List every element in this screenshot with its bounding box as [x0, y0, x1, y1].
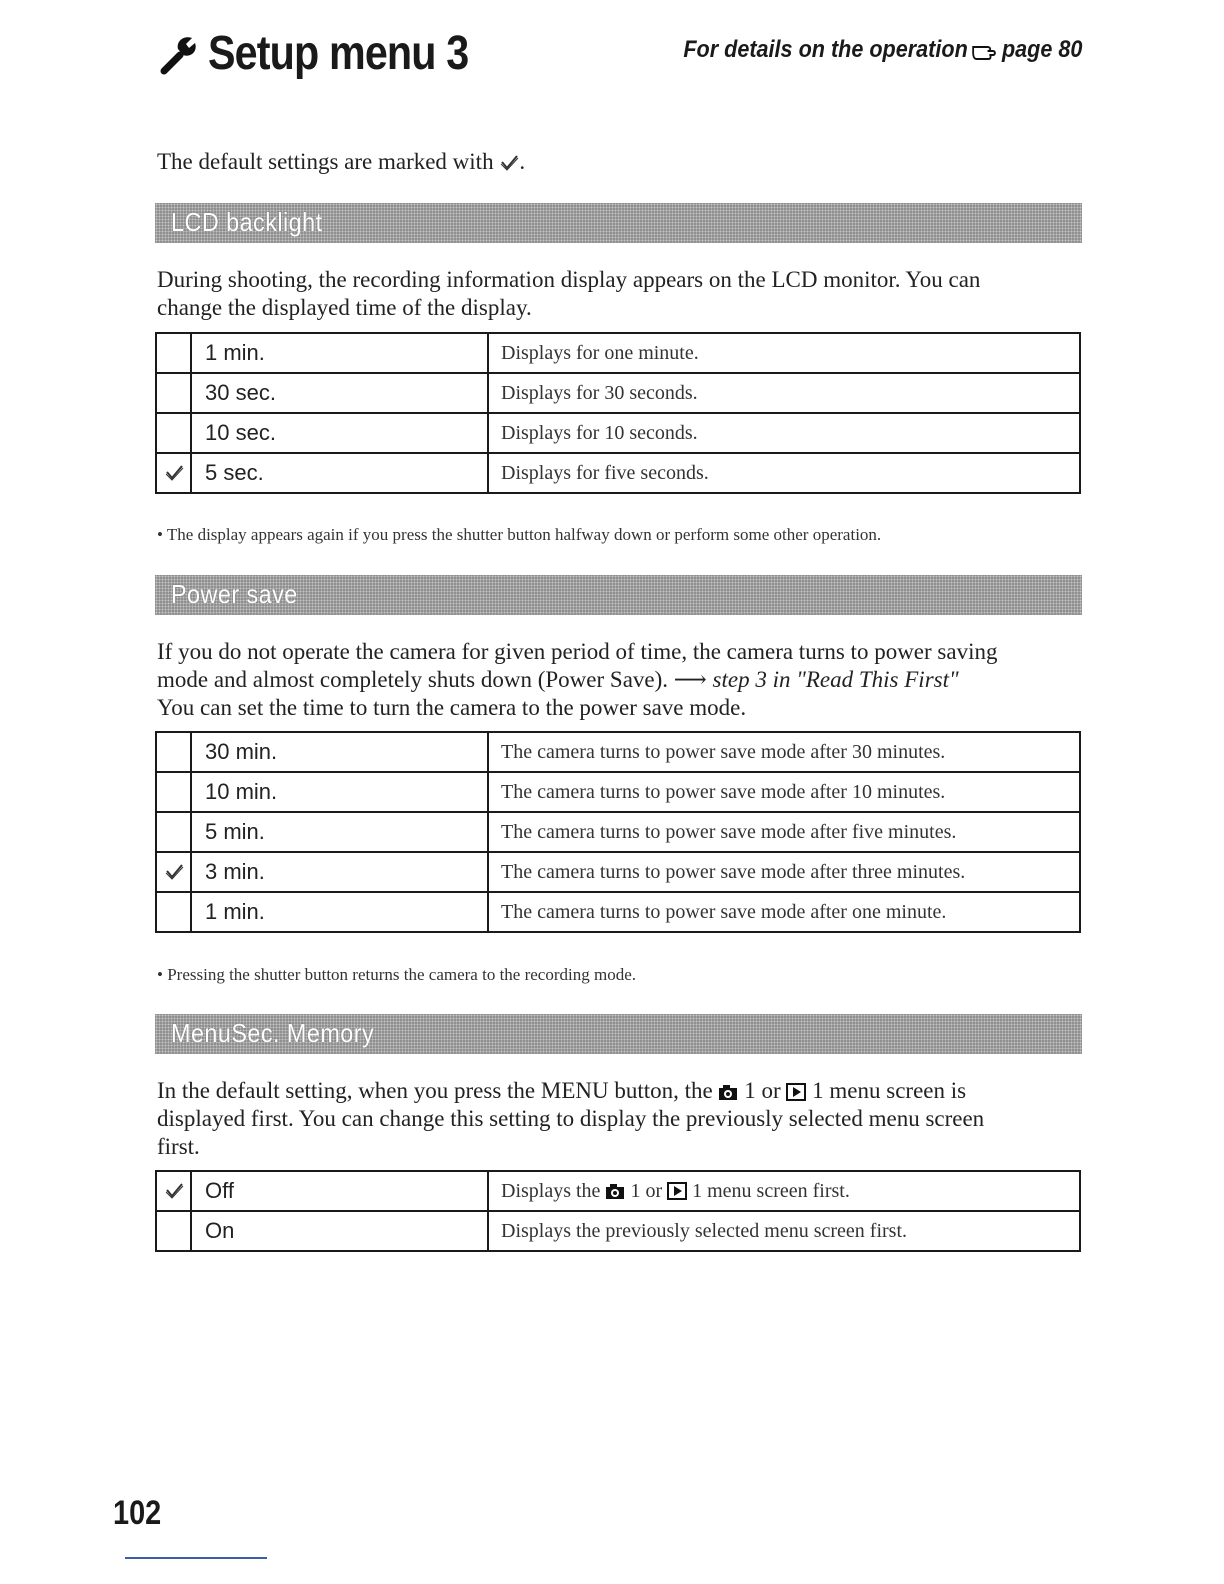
- operation-reference: [683, 36, 1082, 64]
- playback-icon: [786, 1083, 806, 1101]
- default-check-icon: [164, 861, 184, 881]
- option-name: On: [191, 1211, 488, 1251]
- option-description: The camera turns to power save mode after 30 minutes.: [488, 732, 1080, 772]
- desc-text: mode and almost completely shuts down (Power Save).: [157, 667, 669, 692]
- default-marker-cell: [156, 1211, 191, 1251]
- option-name: 10 sec.: [191, 413, 488, 453]
- default-check-icon: [499, 152, 519, 172]
- option-name: 5 min.: [191, 812, 488, 852]
- desc-text: 1 or: [744, 1078, 781, 1103]
- table-row: [156, 732, 1080, 772]
- option-description: [488, 1171, 1080, 1211]
- menusec-memory-table: [155, 1170, 1081, 1252]
- option-description: Displays for 10 seconds.: [488, 413, 1080, 453]
- step-reference-link[interactable]: step 3 in "Read This First": [712, 667, 959, 692]
- desc-line: You can set the time to turn the camera to the power save mode.: [157, 695, 747, 720]
- pointing-hand-icon: [971, 39, 998, 61]
- desc-text: 1 or: [630, 1179, 663, 1202]
- option-description: Displays for one minute.: [488, 333, 1080, 373]
- camera-icon: [718, 1083, 738, 1101]
- option-name: 30 min.: [191, 732, 488, 772]
- bottom-rule: [125, 1557, 267, 1559]
- intro-text: [157, 148, 525, 176]
- option-description: Displays the previously selected menu screen first.: [488, 1211, 1080, 1251]
- playback-icon: [667, 1182, 687, 1200]
- option-description: The camera turns to power save mode after 10 minutes.: [488, 772, 1080, 812]
- option-name: 1 min.: [191, 892, 488, 932]
- desc-line: [157, 666, 997, 694]
- option-name: 3 min.: [191, 852, 488, 892]
- camera-icon: [605, 1182, 625, 1200]
- table-row: [156, 852, 1080, 892]
- default-marker-cell: [156, 453, 191, 493]
- desc-line: During shooting, the recording information display appears on the LCD monitor. You can: [157, 267, 981, 292]
- default-check-icon: [164, 1180, 184, 1200]
- table-row: [156, 1171, 1080, 1211]
- section-header-lcd-backlight: [155, 203, 1082, 243]
- section-heading: LCD backlight: [171, 207, 323, 237]
- default-marker-cell: [156, 413, 191, 453]
- table-row: [156, 772, 1080, 812]
- lcd-description: [157, 266, 980, 322]
- table-row: [156, 413, 1080, 453]
- title-text: Setup menu 3: [208, 27, 469, 80]
- intro-label: The default settings are marked with: [157, 149, 494, 174]
- option-name: 10 min.: [191, 772, 488, 812]
- default-marker-cell: [156, 333, 191, 373]
- section-header-power-save: [155, 575, 1082, 615]
- page-title: [158, 26, 511, 81]
- default-marker-cell: [156, 892, 191, 932]
- section-heading: Power save: [171, 579, 298, 609]
- wrench-icon: [158, 33, 200, 75]
- default-check-icon: [164, 462, 184, 482]
- table-row: [156, 453, 1080, 493]
- option-name: 30 sec.: [191, 373, 488, 413]
- table-row: [156, 892, 1080, 932]
- default-marker-cell: [156, 852, 191, 892]
- power-note: • Pressing the shutter button returns the camera to the recording mode.: [157, 965, 636, 984]
- reference-page: page 80: [1001, 36, 1082, 63]
- desc-line: change the displayed time of the display.: [157, 295, 532, 320]
- desc-text: 1 menu screen first.: [692, 1179, 850, 1202]
- option-description: The camera turns to power save mode after three minutes.: [488, 852, 1080, 892]
- default-marker-cell: [156, 732, 191, 772]
- option-name: Off: [191, 1171, 488, 1211]
- lcd-backlight-table: [155, 332, 1081, 494]
- section-heading: MenuSec. Memory: [171, 1018, 375, 1048]
- desc-text: 1 menu screen is: [812, 1078, 967, 1103]
- page-number: 102: [113, 1494, 162, 1532]
- default-marker-cell: [156, 373, 191, 413]
- menusec-description: [157, 1077, 984, 1161]
- table-row: [156, 812, 1080, 852]
- reference-prefix: For details on the operation: [682, 36, 968, 63]
- desc-line: [157, 1077, 984, 1105]
- power-description: [157, 638, 997, 722]
- default-marker-cell: [156, 812, 191, 852]
- desc-line: If you do not operate the camera for given period of time, the camera turns to power saving: [157, 639, 998, 664]
- section-header-menusec-memory: [155, 1014, 1082, 1054]
- option-name: 5 sec.: [191, 453, 488, 493]
- arrow-icon: ⟶: [673, 667, 707, 692]
- desc-line: first.: [157, 1134, 200, 1159]
- option-name: 1 min.: [191, 333, 488, 373]
- power-save-table: [155, 731, 1081, 933]
- desc-text: Displays the: [501, 1179, 601, 1202]
- lcd-note: • The display appears again if you press the shutter button halfway down or perform some other operation.: [157, 525, 882, 544]
- option-description: The camera turns to power save mode after one minute.: [488, 892, 1080, 932]
- option-description: Displays for 30 seconds.: [488, 373, 1080, 413]
- option-description: The camera turns to power save mode after five minutes.: [488, 812, 1080, 852]
- desc-text: In the default setting, when you press the MENU button, the: [157, 1078, 713, 1103]
- table-row: [156, 373, 1080, 413]
- default-marker-cell: [156, 772, 191, 812]
- table-row: [156, 1211, 1080, 1251]
- intro-end: .: [519, 149, 526, 174]
- desc-line: displayed first. You can change this setting to display the previously selected menu screen: [157, 1106, 985, 1131]
- option-description: Displays for five seconds.: [488, 453, 1080, 493]
- table-row: [156, 333, 1080, 373]
- default-marker-cell: [156, 1171, 191, 1211]
